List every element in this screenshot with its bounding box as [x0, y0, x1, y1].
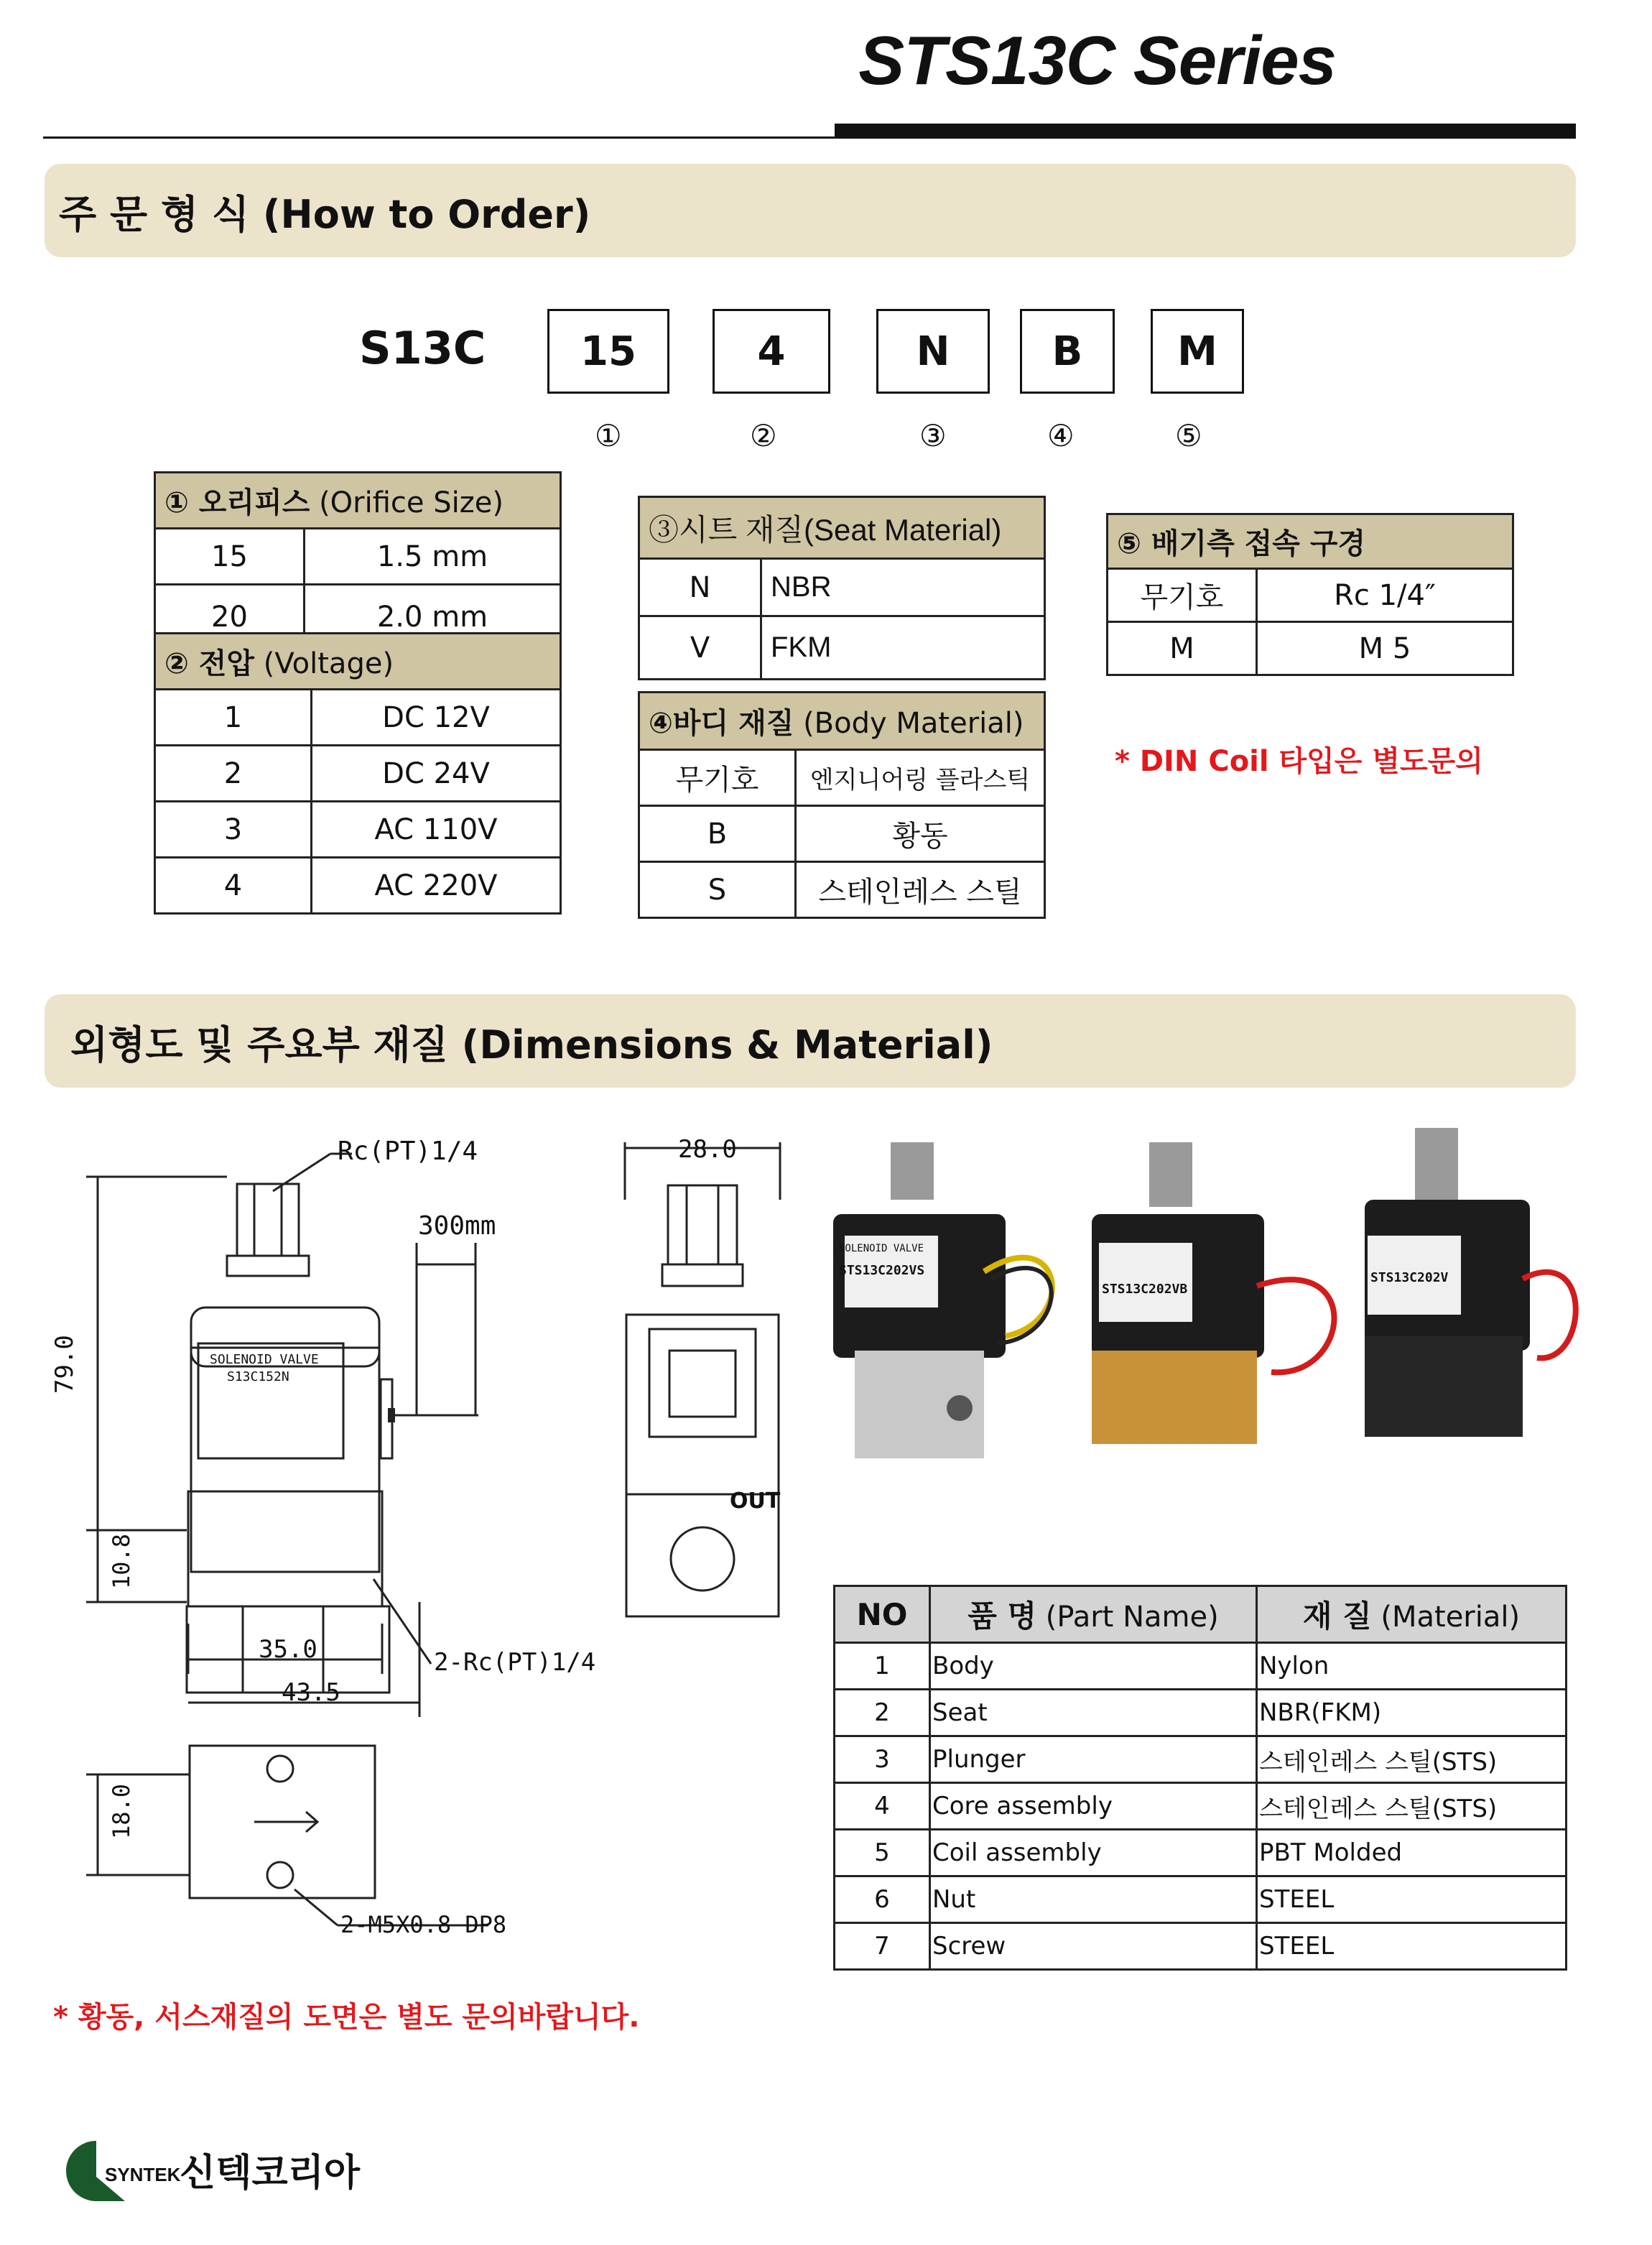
parts-header-material: 재 질 (Material) [1257, 1586, 1567, 1643]
dimension-section-bar [45, 994, 1576, 1088]
parts-material: Nylon [1257, 1643, 1567, 1690]
parts-no: 4 [835, 1783, 930, 1830]
orifice-value: 2.0 mm [305, 585, 561, 635]
orifice-table-title: ① 오리피스 (Orifice Size) [155, 473, 561, 529]
seat-table [638, 496, 1046, 680]
parts-name: Body [930, 1643, 1257, 1690]
body-material: 엔지니어링 플라스틱 [796, 750, 1045, 806]
orifice-table [154, 471, 562, 636]
exhaust-table-title: ⑤ 배기측 접속 구경 [1108, 514, 1513, 569]
parts-no: 7 [835, 1923, 930, 1970]
label-width-inner: 35.0 [259, 1635, 317, 1664]
syntek-logo [53, 2134, 361, 2205]
parts-name: Core assembly [930, 1783, 1257, 1830]
parts-no: 5 [835, 1830, 930, 1876]
parts-name: Plunger [930, 1736, 1257, 1783]
nameplate-title: SOLENOID VALVE [210, 1352, 319, 1367]
parts-name: Nut [930, 1876, 1257, 1923]
parts-row [835, 1643, 1567, 1690]
parts-material: PBT Molded [1257, 1830, 1567, 1876]
valve-photo-brass [1077, 1135, 1365, 1458]
order-code-box-2: 4 [713, 309, 830, 394]
parts-name: Screw [930, 1923, 1257, 1970]
valve-photo-stainless [819, 1135, 1085, 1480]
exhaust-code: M [1108, 622, 1257, 675]
parts-no: 3 [835, 1736, 930, 1783]
order-code-number-4: ④ [1047, 418, 1075, 453]
voltage-code: 4 [155, 858, 312, 914]
parts-no: 6 [835, 1876, 930, 1923]
label-height: 79.0 [50, 1335, 79, 1394]
seat-material: FKM [761, 616, 1045, 680]
order-code-box-5: M [1151, 309, 1244, 394]
seat-code: N [639, 559, 761, 616]
order-code-box-1: 15 [547, 309, 669, 394]
label-ports: 2-Rc(PT)1/4 [434, 1648, 596, 1677]
label-width-outer: 43.5 [282, 1678, 340, 1707]
din-coil-note: * DIN Coil 타입은 별도문의 [1115, 745, 1483, 778]
orifice-code: 15 [155, 529, 305, 585]
side-view-drawing [618, 1135, 790, 1616]
label-rc-top: Rc(PT)1/4 [338, 1137, 478, 1166]
parts-header-name: 품 명 (Part Name) [930, 1586, 1257, 1643]
parts-name: Coil assembly [930, 1830, 1257, 1876]
parts-material: 스테인레스 스틸(STS) [1257, 1783, 1567, 1830]
parts-no: 2 [835, 1690, 930, 1736]
order-code-number-3: ③ [919, 418, 947, 453]
parts-row [835, 1736, 1567, 1783]
seat-table-title: ③시트 재질(Seat Material) [639, 497, 1045, 559]
dimension-section-title: 외형도 및 주요부 재질 (Dimensions & Material) [70, 1022, 993, 1068]
valve-plate-label: SOLENOID VALVE [839, 1243, 924, 1254]
voltage-value: DC 12V [312, 690, 561, 746]
parts-header-no: NO [835, 1586, 930, 1643]
voltage-code: 3 [155, 802, 312, 858]
exhaust-table [1106, 513, 1514, 676]
body-material-table [638, 691, 1046, 919]
voltage-value: AC 220V [312, 858, 561, 914]
parts-row [835, 1830, 1567, 1876]
exhaust-value: M 5 [1257, 622, 1513, 675]
parts-material: NBR(FKM) [1257, 1690, 1567, 1736]
label-screws: 2-M5X0.8 DP8 [340, 1911, 507, 1938]
series-title: STS13C Series [858, 22, 1336, 99]
header-rule-thick [835, 124, 1576, 138]
parts-material: STEEL [1257, 1876, 1567, 1923]
exhaust-code: 무기호 [1108, 569, 1257, 622]
voltage-table [154, 632, 562, 915]
parts-row [835, 1923, 1567, 1970]
body-code: 무기호 [639, 750, 796, 806]
voltage-code: 1 [155, 690, 312, 746]
order-section-title: 주 문 형 식 (How to Order) [59, 192, 591, 237]
body-table-title: ④바디 재질 (Body Material) [639, 693, 1045, 750]
parts-row [835, 1690, 1567, 1736]
valve-photo-plastic [1350, 1121, 1587, 1451]
order-code-number-2: ② [750, 418, 777, 453]
body-code: S [639, 862, 796, 918]
front-view-drawing [57, 1128, 618, 1961]
logo-korean: 신텍코리아 [180, 2152, 361, 2195]
body-code: B [639, 806, 796, 862]
voltage-value: DC 24V [312, 746, 561, 802]
parts-material-table [833, 1585, 1567, 1971]
voltage-value: AC 110V [312, 802, 561, 858]
label-cable-length: 300mm [418, 1211, 496, 1241]
parts-material: 스테인레스 스틸(STS) [1257, 1736, 1567, 1783]
parts-row [835, 1876, 1567, 1923]
voltage-table-title: ② 전압 (Voltage) [155, 634, 561, 690]
label-base-height: 10.8 [108, 1533, 135, 1589]
order-code-number-5: ⑤ [1175, 418, 1202, 453]
order-code-box-4: B [1020, 309, 1115, 394]
order-code-number-1: ① [595, 418, 622, 453]
brass-drawing-note: * 황동, 서스재질의 도면은 별도 문의바랍니다. [53, 2001, 640, 2034]
parts-name: Seat [930, 1690, 1257, 1736]
parts-material: STEEL [1257, 1923, 1567, 1970]
valve3-label: STS13C202V [1370, 1270, 1449, 1285]
label-bottom-height: 18.0 [108, 1783, 135, 1839]
voltage-code: 2 [155, 746, 312, 802]
valve1-label: STS13C202VS [839, 1263, 925, 1278]
seat-code: V [639, 616, 761, 680]
parts-no: 1 [835, 1643, 930, 1690]
label-side-width: 28.0 [678, 1135, 737, 1164]
order-code-box-3: N [876, 309, 990, 394]
label-out: OUT [730, 1489, 781, 1514]
order-code-prefix: S13C [359, 322, 486, 374]
body-material: 황동 [796, 806, 1045, 862]
logo-english: SYNTEK [105, 2164, 181, 2185]
parts-row [835, 1783, 1567, 1830]
valve2-label: STS13C202VB [1102, 1282, 1188, 1297]
order-section-bar [45, 164, 1576, 257]
body-material: 스테인레스 스틸 [796, 862, 1045, 918]
exhaust-value: Rc 1/4″ [1257, 569, 1513, 622]
orifice-value: 1.5 mm [305, 529, 561, 585]
seat-material: NBR [761, 559, 1045, 616]
nameplate-model: S13C152N [227, 1369, 289, 1384]
orifice-code: 20 [155, 585, 305, 635]
